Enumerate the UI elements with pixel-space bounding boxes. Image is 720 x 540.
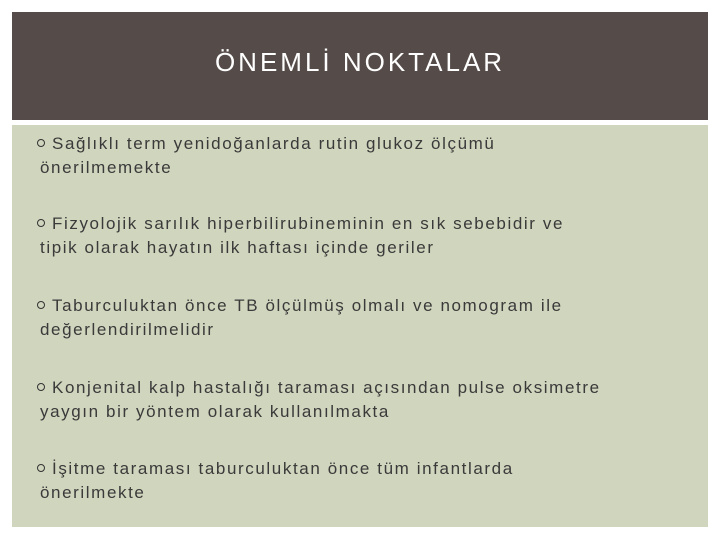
content-panel: [12, 125, 708, 527]
slide-title: ÖNEMLİ NOKTALAR: [214, 46, 506, 77]
hollow-circle-bullet-icon: [37, 464, 45, 472]
bullet-text-line: Taburculuktan önce TB ölçülmüş olmalı ve nomogram ile: [52, 296, 563, 315]
bullet-text-line: Fizyolojik sarılık hiperbilirubineminin en sık sebebidir ve: [52, 214, 565, 233]
bullet-text-line: önerilmekte: [40, 483, 146, 502]
hollow-circle-bullet-icon: [37, 139, 45, 147]
bullet-item: [40, 294, 692, 342]
bullet-text-line: yaygın bir yöntem olarak kullanılmakta: [40, 402, 390, 421]
bullet-text-line: tipik olarak hayatın ilk haftası içinde geriler: [40, 238, 435, 257]
hollow-circle-bullet-icon: [37, 219, 45, 227]
hollow-circle-bullet-icon: [37, 383, 45, 391]
bullet-text-line: Konjenital kalp hastalığı taraması açısından pulse oksimetre: [52, 378, 601, 397]
hollow-circle-bullet-icon: [37, 301, 45, 309]
bullet-item: [40, 212, 692, 260]
bullet-text-line: İşitme taraması taburculuktan önce tüm infantlarda: [52, 459, 514, 478]
bullet-text-line: önerilmemekte: [40, 158, 173, 177]
bullet-text-line: değerlendirilmelidir: [40, 320, 215, 339]
bullet-text-line: Sağlıklı term yenidoğanlarda rutin glukoz ölçümü: [52, 134, 496, 153]
title-bar: [12, 12, 708, 120]
bullet-item: [40, 457, 692, 505]
bullet-item: [40, 132, 692, 180]
bullet-item: [40, 376, 692, 424]
